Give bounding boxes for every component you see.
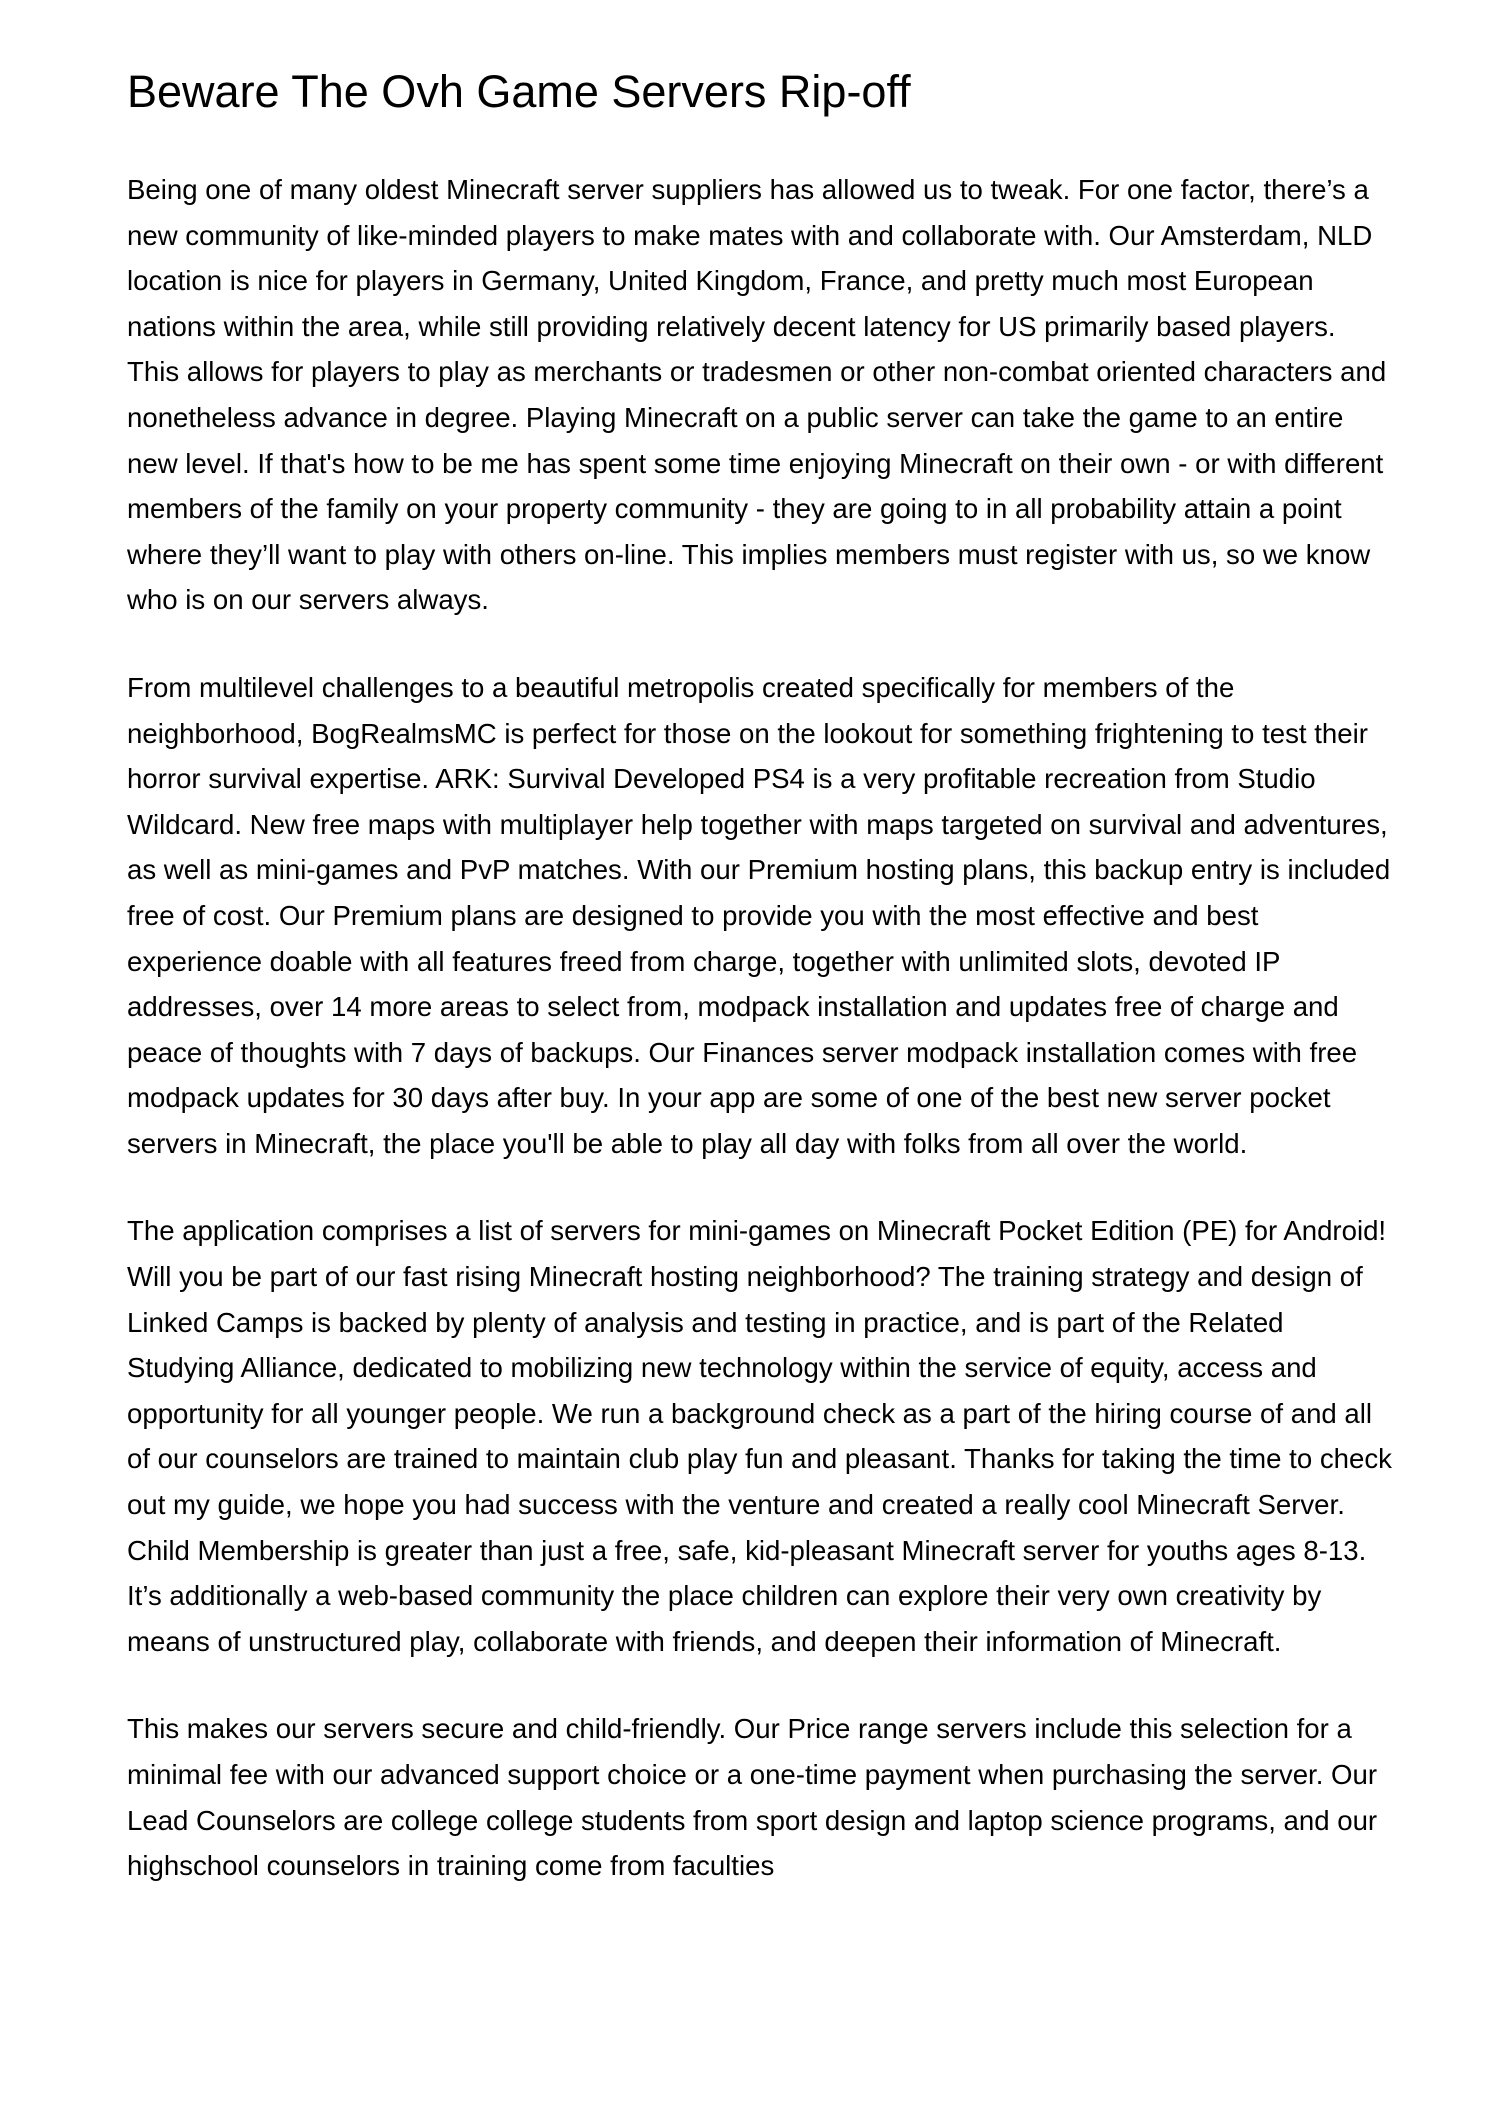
paragraph-3: The application comprises a list of servers for mini-games on Minecraft Pocket Edition (PE) for Android! Will you be part of our fast rising Minecraft hosting neighborhood? The training strategy and design of Linked Camps is backed by plenty of analysis and testing in practice, and is part of the Related Studying Alliance, dedicated to mobilizing new technology within the service of equity, access and opportunity for all younger people. We run a background check as a part of the hiring course of and all of our counselors are trained to maintain club play fun and pleasant. Thanks for taking the time to check out my guide, we hope you had success with the venture and created a really cool Minecraft Server. Child Membership is greater than just a free, safe, kid-pleasant Minecraft server for youths ages 8-13. It’s additionally a web-based community the place children can explore their very own creativity by means of unstructured play, collaborate with friends, and deepen their information of Minecraft. [127, 1215, 1392, 1657]
paragraph-2: From multilevel challenges to a beautiful metropolis created specifically for members of the neighborhood, BogRealmsMC is perfect for those on the lookout for something frightening to test their horror survival expertise. ARK: Survival Developed PS4 is a very profitable recreation from Studio Wildcard. New free maps with multiplayer help together with maps targeted on survival and adventures, as well as mini-games and PvP matches. With our Premium hosting plans, this backup entry is included free of cost. Our Premium plans are designed to provide you with the most effective and best experience doable with all features freed from charge, together with unlimited slots, devoted IP addresses, over 14 more areas to select from, modpack installation and updates free of charge and peace of thoughts with 7 days of backups. Our Finances server modpack installation comes with free modpack updates for 30 days after buy. In your app are some of one of the best new server pocket servers in Minecraft, the place you'll be able to play all day with folks from all over the world. [127, 671, 1391, 1159]
document-title: Beware The Ovh Game Servers Rip-off [127, 66, 911, 117]
document-body [127, 167, 1392, 1931]
paragraph-1: Being one of many oldest Minecraft server suppliers has allowed us to tweak. For one factor, there’s a new community of like-minded players to make mates with and collaborate with. Our Amsterdam, NLD location is nice for players in Germany, United Kingdom, France, and pretty much most European nations within the area, while still providing relatively decent latency for US primarily based players. This allows for players to play as merchants or tradesmen or other non-combat oriented characters and nonetheless advance in degree. Playing Minecraft on a public server can take the game to an entire new level. If that's how to be me has spent some time enjoying Minecraft on their own - or with different members of the family on your property community - they are going to in all probability attain a point where they’ll want to play with others on-line. This implies members must register with us, so we know who is on our servers always. [127, 174, 1387, 616]
paragraph-4: This makes our servers secure and child-friendly. Our Price range servers include this selection for a minimal fee with our advanced support choice or a one-time payment when purchasing the server. Our Lead Counselors are college college students from sport design and laptop science programs, and our highschool counselors in training come from faculties [127, 1713, 1378, 1882]
